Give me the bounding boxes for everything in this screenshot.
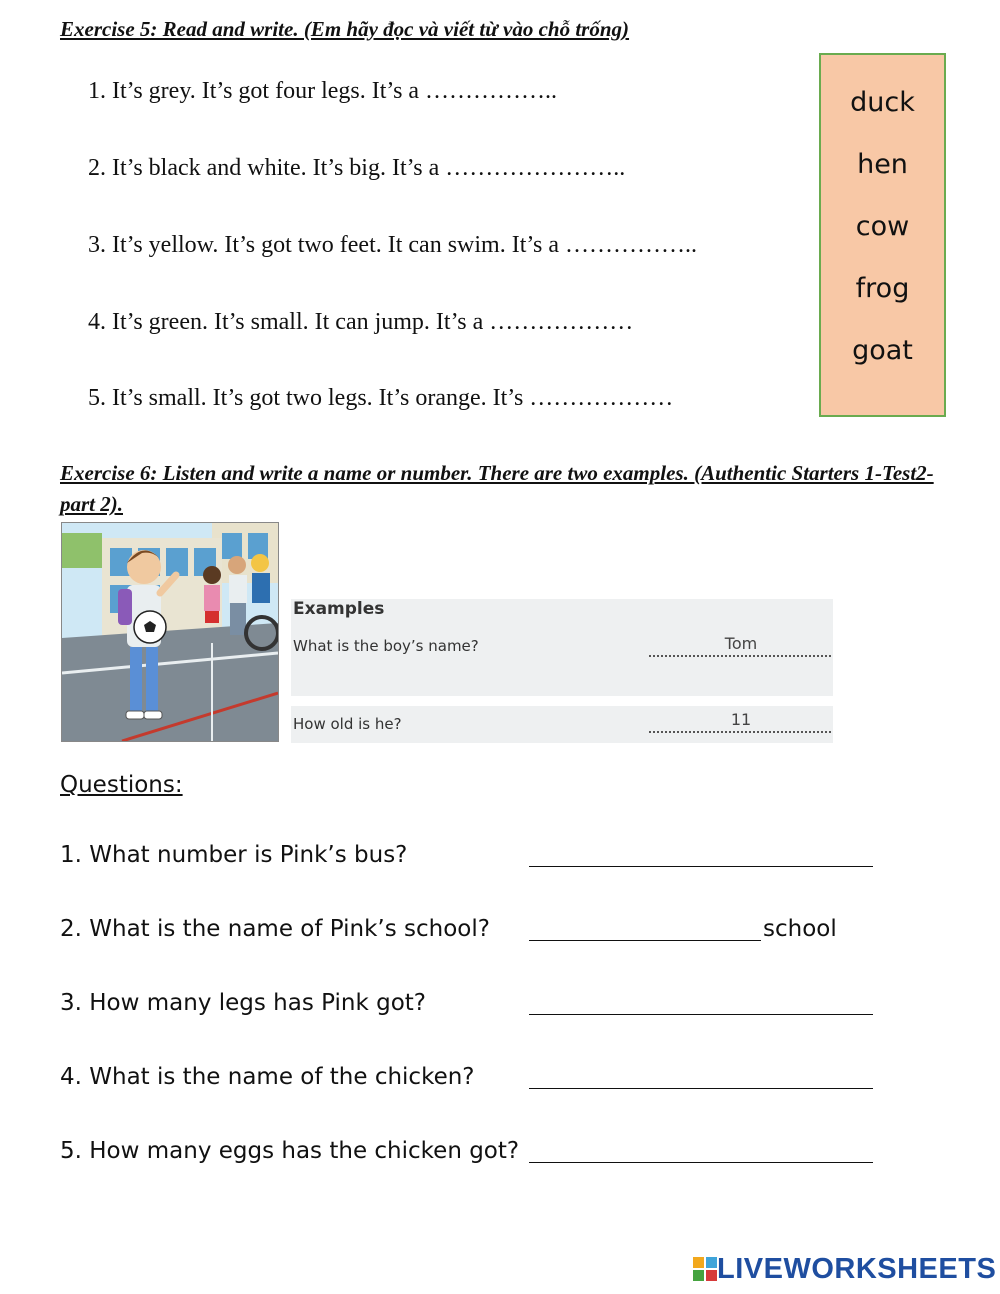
exercise-5-item-2: 2. It’s black and white. It’s big. It’s a ………………….. <box>88 155 626 181</box>
question-4: 4. What is the name of the chicken? <box>60 1064 475 1090</box>
exercise-5-title: Exercise 5: Read and write. (Em hãy đọc và viết từ vào chỗ trống) <box>60 17 630 41</box>
boy-with-ball-illustration <box>61 522 279 742</box>
question-3: 3. How many legs has Pink got? <box>60 990 427 1016</box>
answer-blank-2[interactable] <box>529 940 761 941</box>
answer-blank-5[interactable] <box>529 1162 873 1163</box>
example-answer-2: 11 <box>730 710 752 729</box>
word-bank-word: frog <box>855 273 910 304</box>
exercise-6-title: Exercise 6: Listen and write a name or number. There are two examples. (Authentic Starters 1-Test2-part 2). <box>60 461 934 516</box>
questions-heading: Questions: <box>60 772 183 798</box>
exercise-5-item-1: 1. It’s grey. It’s got four legs. It’s a …………….. <box>88 78 558 104</box>
examples-panel <box>291 593 833 743</box>
word-bank-word: goat <box>852 335 913 366</box>
liveworksheets-logo <box>693 1252 996 1286</box>
example-question-2: How old is he? <box>293 715 402 733</box>
example-answer-line-1 <box>649 655 831 657</box>
word-bank-word: cow <box>855 211 910 242</box>
question-5: 5. How many eggs has the chicken got? <box>60 1138 520 1164</box>
exercise-5-item-3: 3. It’s yellow. It’s got two feet. It can swim. It’s a …………….. <box>88 232 698 258</box>
examples-heading: Examples <box>293 599 385 619</box>
answer-blank-3[interactable] <box>529 1014 873 1015</box>
example-question-1: What is the boy’s name? <box>293 637 479 655</box>
question-2: 2. What is the name of Pink’s school? <box>60 916 490 942</box>
exercise-5-item-4: 4. It’s green. It’s small. It can jump. It’s a ……………… <box>88 309 634 335</box>
word-bank-word: duck <box>850 87 915 118</box>
liveworksheets-logo-icon <box>693 1257 717 1281</box>
answer-blank-1[interactable] <box>529 866 873 867</box>
word-bank-word: hen <box>857 149 908 180</box>
answer-blank-4[interactable] <box>529 1088 873 1089</box>
schoolyard-scene <box>62 523 278 741</box>
word-bank-box <box>819 53 946 417</box>
question-1: 1. What number is Pink’s bus? <box>60 842 408 868</box>
exercise-5-item-5: 5. It’s small. It’s got two legs. It’s orange. It’s ……………… <box>88 385 674 411</box>
answer-2-suffix: school <box>763 916 837 942</box>
liveworksheets-logo-text: LIVEWORKSHEETS <box>717 1252 997 1285</box>
example-answer-line-2 <box>649 731 831 733</box>
example-answer-1: Tom <box>724 634 758 653</box>
